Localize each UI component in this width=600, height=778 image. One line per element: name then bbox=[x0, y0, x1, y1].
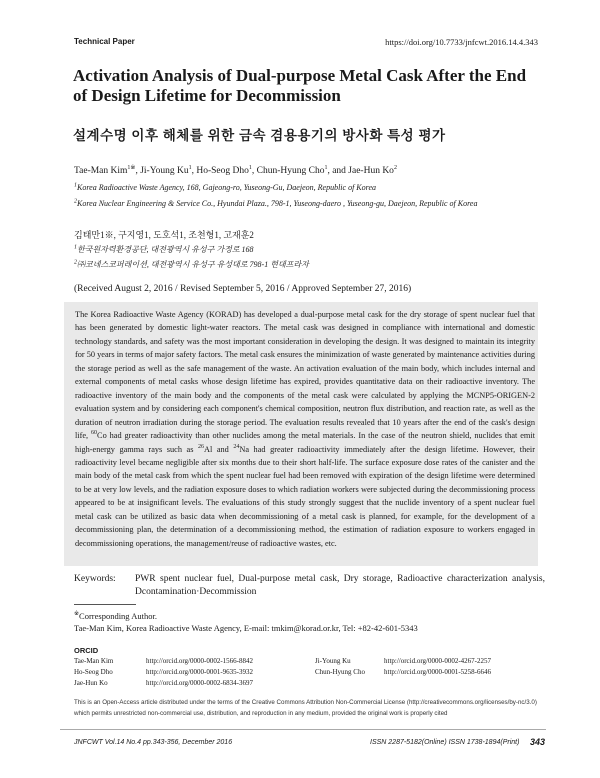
orcid-link[interactable]: http://orcid.org/0000-0002-1566-8842 bbox=[146, 657, 253, 665]
article-type-label: Technical Paper bbox=[74, 37, 135, 46]
affiliation-korean-1 bbox=[74, 244, 254, 255]
isotope-mass-number: 24 bbox=[233, 443, 240, 450]
footer-divider bbox=[60, 729, 546, 730]
orcid-name: Ji-Young Ku bbox=[315, 657, 351, 665]
orcid-name: Tae-Man Kim bbox=[74, 657, 114, 665]
affiliation-english-2 bbox=[74, 199, 477, 208]
author-separator: , bbox=[135, 166, 141, 176]
affiliation-mark: 1 bbox=[74, 182, 77, 189]
orcid-link[interactable]: http://orcid.org/0000-0001-5258-6646 bbox=[384, 668, 491, 676]
author-name: Tae-Man Kim bbox=[74, 166, 128, 176]
affiliation-english-1 bbox=[74, 183, 376, 192]
author-name: Jae-Hun Ko bbox=[348, 166, 394, 176]
keywords-label: Keywords: bbox=[74, 574, 116, 584]
orcid-name: Jae-Hun Ko bbox=[74, 679, 108, 687]
author-affiliation-mark: 1 bbox=[248, 164, 252, 171]
affiliation-text: 한국원자력환경공단, 대전광역시 유성구 가정로 168 bbox=[77, 245, 254, 254]
orcid-name: Ho-Seog Dho bbox=[74, 668, 113, 676]
affiliation-mark: 2 bbox=[74, 198, 77, 205]
license-notice: This is an Open-Access article distributed under the terms of the Creative Commons Attribution Non-Commercial License (http://creativecommons.org/licenses/by-nc/3.0) which permits unrestricted non-commercial use, distribution, and reproduction in any medium, provided the original work is properly cited bbox=[74, 699, 537, 717]
footnote-divider bbox=[74, 604, 136, 605]
author-separator: , and bbox=[327, 166, 349, 176]
affiliation-korean-2 bbox=[74, 259, 309, 270]
page-number: 343 bbox=[530, 737, 546, 747]
footer-issn: ISSN 2287-5182(Online) ISSN 1738-1894(Print) bbox=[370, 739, 520, 746]
author-name: Ji-Young Ku bbox=[140, 166, 189, 176]
author-separator: , bbox=[191, 166, 197, 176]
author-name: Chun-Hyung Cho bbox=[256, 166, 325, 176]
affiliation-mark: 2 bbox=[74, 259, 77, 266]
orcid-name: Chun-Hyung Cho bbox=[315, 668, 365, 676]
corresponding-author-details: Tae-Man Kim, Korea Radioactive Waste Agency, E-mail: tmkim@korad.or.kr, Tel: +82-42-601-5343 bbox=[74, 623, 418, 633]
abstract-part: Al and bbox=[203, 444, 234, 454]
author-separator: , bbox=[251, 166, 257, 176]
affiliation-text: Korea Radioactive Waste Agency, 168, Gajeong-ro, Yuseong-Gu, Daejeon, Republic of Korea bbox=[77, 183, 376, 192]
authors-korean: 김태만1※, 구지영1, 도호석1, 조천형1, 고재훈2 bbox=[74, 230, 254, 240]
author-affiliation-mark: 1 bbox=[188, 164, 192, 171]
abstract-part: Na had greater radioactivity immediately after the design lifetime. However, their radioactivity level became negligible after six months due to their short half-life. The surface exposure dose rates of the canister and the main body of the metal cask from which the spent nuclear fuel had been removed with expiration of the design lifetime were determined to be at very low levels, and the radiation exposure doses to which radiation workers were subjected during the decommissioning process appeared to be at insignificant levels. The evaluations of this study strongly suggest that the nuclide inventory of a spent nuclear fuel metal cask can be utilized as basic data when decommissioning of a metal cask is planned, for example, for the development of a decommissioning plan, the determination of a decommissioning method, the estimation of radiation exposure to workers engaged in decommissioning operations, the management/reuse of radioactive wastes, etc. bbox=[75, 444, 535, 548]
keywords-text: PWR spent nuclear fuel, Dual-purpose metal cask, Dry storage, Radioactive characterization analysis, Dcontamination·Decommission bbox=[135, 574, 545, 597]
affiliation-mark: 1 bbox=[74, 244, 77, 251]
affiliation-text: ㈜코네스코퍼레이션, 대전광역시 유성구 유성대로 798-1 현대프라자 bbox=[77, 260, 309, 269]
doi-link[interactable]: https://doi.org/10.7733/jnfcwt.2016.14.4.343 bbox=[385, 37, 538, 47]
title-korean: 설계수명 이후 해체를 위한 금속 겸용용기의 방사화 특성 평가 bbox=[73, 128, 446, 143]
isotope-mass-number: 26 bbox=[197, 443, 204, 450]
orcid-link[interactable]: http://orcid.org/0000-0002-6834-3697 bbox=[146, 679, 253, 687]
abstract-part: The Korea Radioactive Waste Agency (KORAD) has developed a dual-purpose metal cask for the dry storage of spent nuclear fuel that has been generated by domestic light-water reactors. The metal cask was designed in compliance with international and domestic technology standards, and safety was the most important consideration in developing the design. It was designed to maintain its integrity for 50 years in terms of major safety factors. The metal cask ensures the minimization of waste generated by maintenance activities during the storage period as well as the safe management of the waste. An activation evaluation of the main body, which includes internal and external components of metal casks whose design lifetime has expired, provides quantitative data on their radioactive inventory. The radioactive inventory of the main body and the components of the metal cask were calculated by applying the MCNP5-ORIGEN-2 evaluation system and by considering each component's chemical composition, neutron flux distribution, and reaction rate, as well as the duration of neutron irradiation during the storage period. The evaluation results revealed that 10 years after the end of the cask's design life, bbox=[75, 310, 535, 441]
author-affiliation-mark: 1 bbox=[324, 164, 328, 171]
abstract-part: Co had greater radioactivity than other nuclides among the metal materials. In the case of the neutron shield, nuclides that emit high-energy gamma rays such as bbox=[75, 431, 535, 454]
authors-english bbox=[74, 166, 397, 176]
isotope-mass-number: 60 bbox=[91, 430, 98, 437]
footer-journal-info: JNFCWT Vol.14 No.4 pp.343-356, December 2016 bbox=[74, 739, 233, 746]
corresponding-label-text: Corresponding Author. bbox=[79, 611, 157, 621]
abstract-text bbox=[75, 308, 535, 550]
corresponding-mark: ※ bbox=[74, 611, 80, 618]
orcid-title: ORCID bbox=[74, 646, 99, 655]
orcid-link[interactable]: http://orcid.org/0000-0002-4267-2257 bbox=[384, 657, 491, 665]
orcid-link[interactable]: http://orcid.org/0000-0001-9635-3932 bbox=[146, 668, 253, 676]
corresponding-author-label bbox=[74, 611, 157, 621]
author-affiliation-mark: 2 bbox=[393, 164, 397, 171]
affiliation-text: Korea Nuclear Engineering & Service Co., Hyundai Plaza., 798-1, Yuseong-daero , Yuseong-gu, Daejeon, Republic of Korea bbox=[77, 199, 478, 208]
received-dates: (Received August 2, 2016 / Revised September 5, 2016 / Approved September 27, 2016) bbox=[74, 284, 412, 294]
author-affiliation-mark: 1※ bbox=[127, 164, 136, 171]
author-name: Ho-Seog Dho bbox=[196, 166, 249, 176]
title-english: Activation Analysis of Dual-purpose Metal Cask After the End of Design Lifetime for Decommission bbox=[73, 66, 527, 105]
